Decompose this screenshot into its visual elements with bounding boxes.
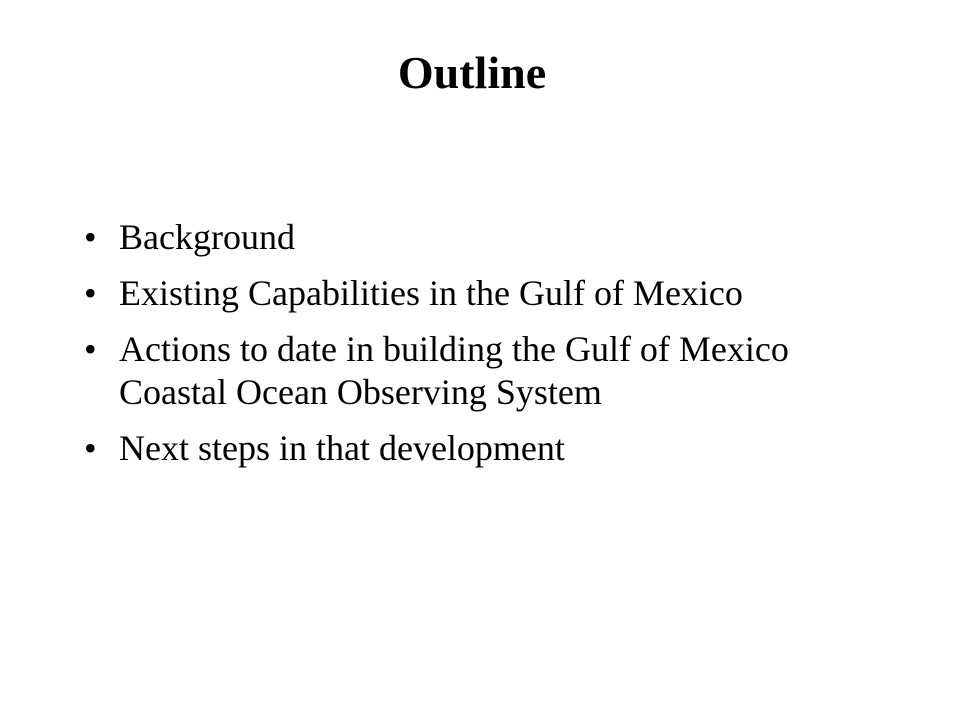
bullet-item-existing-capabilities [84, 272, 884, 315]
bullet-icon: • [84, 428, 97, 468]
bullet-item-next-steps [84, 427, 884, 470]
bullet-icon: • [84, 273, 97, 313]
bullet-text: Background [119, 217, 295, 257]
bullet-icon: • [84, 329, 97, 369]
bullet-icon: • [84, 217, 97, 257]
bullet-list [84, 216, 884, 483]
bullet-text: Existing Capabilities in the Gulf of Mexico [119, 273, 743, 313]
bullet-text: Actions to date in building the Gulf of Mexico Coastal Ocean Observing System [119, 329, 789, 412]
slide-title: Outline [397, 47, 547, 98]
bullet-text: Next steps in that development [119, 428, 565, 468]
bullet-item-actions-to-date [84, 328, 884, 414]
bullet-item-background [84, 216, 884, 259]
